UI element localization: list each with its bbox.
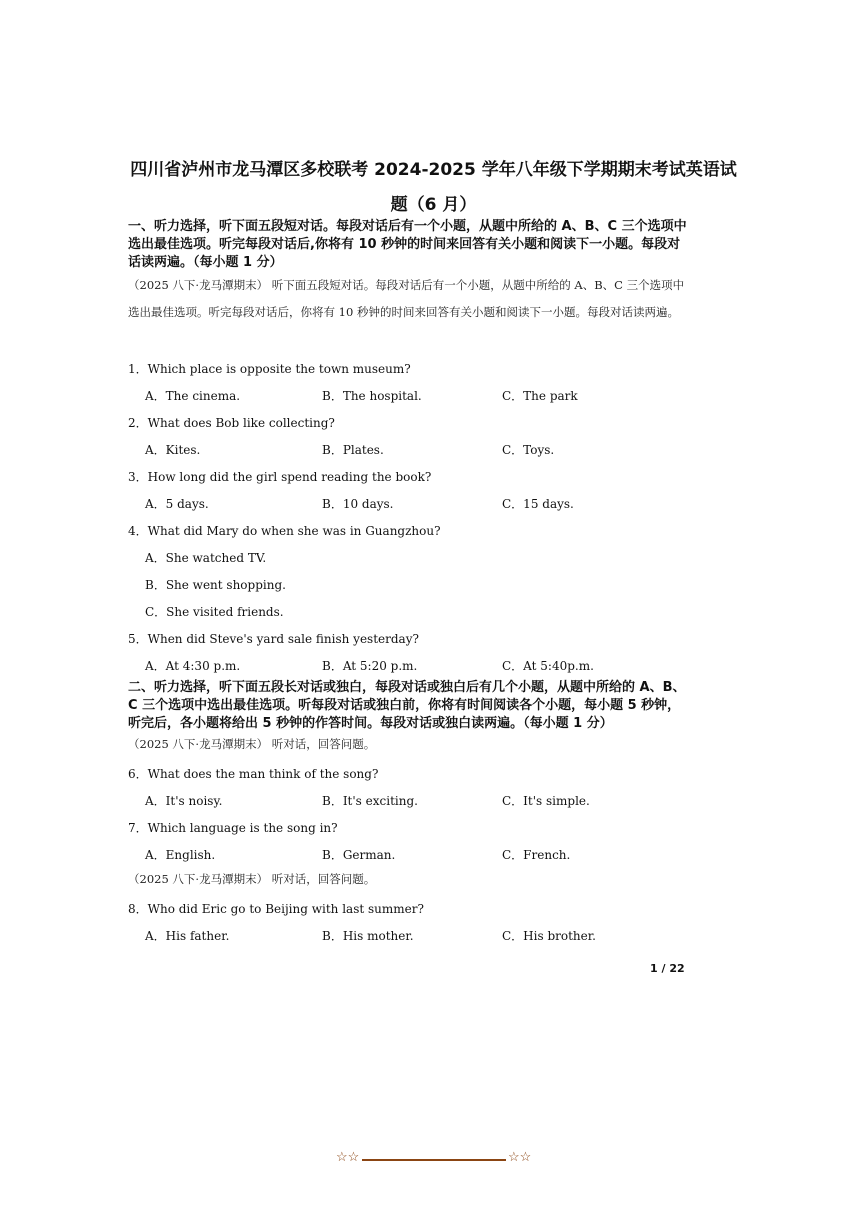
question-1-option-c: C．The park [502, 389, 578, 403]
question-7-option-a: A．English. [145, 848, 216, 862]
question-7-option-b: B．German. [322, 848, 396, 862]
document-title-line2: 题（6 月） [390, 195, 477, 215]
page-number: 1 / 22 [650, 962, 685, 975]
question-2-option-b: B．Plates. [322, 443, 384, 457]
star-icon: ☆☆ [336, 1150, 360, 1165]
question-2: 2．What does Bob like collecting? [128, 416, 335, 430]
question-5-option-c: C．At 5:40p.m. [502, 659, 594, 673]
question-5-option-a: A．At 4:30 p.m. [145, 659, 241, 673]
question-1-option-a: A．The cinema. [145, 389, 241, 403]
question-3-option-a: A．5 days. [145, 497, 209, 511]
question-8-option-c: C．His brother. [502, 929, 596, 943]
section2-heading: 二、听力选择，听下面五段长对话或独白，每段对话或独白后有几个小题，从题中所给的 A、B、C 三个选项中选出最佳选项。听每段对话或独白前，你将有时间阅读各个小题，每小题 5 秒钟，听完后，各小题将给出 5 秒钟的作答时间。每段对话或独白读两遍。（每小题 1 分） [128, 680, 686, 731]
question-1: 1．Which place is opposite the town museum? [128, 362, 411, 376]
question-3-option-b: B．10 days. [322, 497, 394, 511]
star-icon: ☆☆ [508, 1150, 532, 1165]
question-4-option-c: C．She visited friends. [145, 605, 284, 619]
footer-ornament [336, 1150, 536, 1170]
question-8-option-a: A．His father. [145, 929, 230, 943]
section2-note-2: （2025 八下·龙马潭期末） 听对话，回答问题。 [128, 872, 376, 886]
question-6-option-c: C．It's simple. [502, 794, 590, 808]
section1-note: （2025 八下·龙马潭期末） 听下面五段短对话。每段对话后有一个小题，从题中所给的 A、B、C 三个选项中选出最佳选项。听完每段对话后，你将有 10 秒钟的时间来回答有关小题和阅读下一小题。每段对话读两遍。 [128, 278, 685, 319]
question-6: 6．What does the man think of the song? [128, 767, 379, 781]
question-2-option-c: C．Toys. [502, 443, 555, 457]
question-8-option-b: B．His mother. [322, 929, 414, 943]
question-4-option-a: A．She watched TV. [145, 551, 267, 565]
question-7-option-c: C．French. [502, 848, 571, 862]
section1-heading: 一、听力选择，听下面五段短对话。每段对话后有一个小题，从题中所给的 A、B、C 三个选项中选出最佳选项。听完每段对话后,你将有 10 秒钟的时间来回答有关小题和阅读下一小题。每段对话读两遍。（每小题 1 分） [128, 219, 687, 270]
document-title-line1: 四川省泸州市龙马潭区多校联考 2024-2025 学年八年级下学期期末考试英语试 [130, 160, 737, 180]
question-5-option-b: B．At 5:20 p.m. [322, 659, 418, 673]
question-7: 7．Which language is the song in? [128, 821, 338, 835]
footer-divider [362, 1159, 506, 1161]
question-6-option-b: B．It's exciting. [322, 794, 418, 808]
question-3: 3．How long did the girl spend reading the book? [128, 470, 432, 484]
question-8: 8．Who did Eric go to Beijing with last summer? [128, 902, 424, 916]
question-6-option-a: A．It's noisy. [145, 794, 223, 808]
question-4-option-b: B．She went shopping. [145, 578, 286, 592]
question-4: 4．What did Mary do when she was in Guangzhou? [128, 524, 441, 538]
question-2-option-a: A．Kites. [145, 443, 201, 457]
question-3-option-c: C．15 days. [502, 497, 574, 511]
question-1-option-b: B．The hospital. [322, 389, 422, 403]
question-5: 5．When did Steve's yard sale finish yesterday? [128, 632, 419, 646]
section2-note-1: （2025 八下·龙马潭期末） 听对话，回答问题。 [128, 737, 376, 751]
